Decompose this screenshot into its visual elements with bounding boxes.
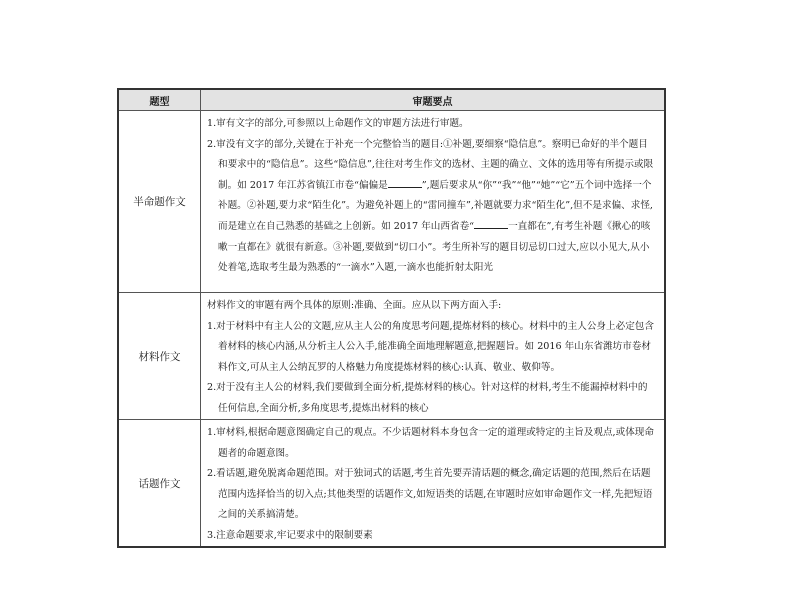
point-paragraph: 2.审没有文字的部分,关键在于补充一个完整恰当的题目:①补题,要细察“隐信息”。察明已命好的半个题目和要求中的“隐信息”。这些“隐信息”,往往对考生作文的选材、主题的确立、文体的选用等有所提示或限制。如 2017 年江苏省镇江市卷“偏偏是 ”,题后要求从“你”“我”“他”“她”“它”五个词中选择一个补题。②补题,要力求“陌生化”。为避免补题上的“雷同撞车”,补题就要力求“陌生化”,但不是求偏、求怪,而是建立在自己熟悉的基础之上创新。如 2017 年山西省卷“ 一直都在”,有考生补题《揪心的咳嗽一直都在》就很有新意。③补题,要做到“切口小”。考生所补写的题目切忌切口过大,应以小见大,从小处着笔,选取考生最为熟悉的“一滴水”入题,一滴水也能折射太阳光: [207, 138, 654, 274]
point-paragraph: 3.注意命题要求,牢记要求中的限制要素: [207, 529, 373, 541]
row-points-semi-proposition: [201, 111, 664, 293]
row-type-semi-proposition: 半命题作文: [119, 111, 201, 293]
point-paragraph: 材料作文的审题有两个具体的原则:准确、全面。应从以下两方面入手:: [207, 300, 502, 311]
fill-blank: [474, 219, 508, 229]
fill-blank: [388, 178, 422, 188]
point-paragraph: 2.对于没有主人公的材料,我们要做到全面分析,提炼材料的核心。针对这样的材料,考生不能漏掉材料中的任何信息,全面分析,多角度思考,提炼出材料的核心: [207, 382, 648, 414]
essay-review-table: [117, 88, 666, 548]
point-paragraph: 1.审材料,根据命题意图确定自己的观点。不少话题材料本身包含一定的道理或特定的主旨及观点,或体现命题者的命题意图。: [207, 427, 654, 459]
row-type-material: 材料作文: [119, 293, 201, 420]
row-points-topic: [201, 420, 664, 546]
row-points-material: [201, 293, 664, 420]
row-type-topic: 话题作文: [119, 420, 201, 546]
header-type: 题型: [119, 90, 201, 111]
point-paragraph: 1.对于材料中有主人公的文题,应从主人公的角度思考问题,提炼材料的核心。材料中的主人公身上必定包含着材料的核心内涵,从分析主人公入手,能准确全面地理解题意,把握题旨。如 2016 年山东省潍坊市卷材料作文,可从主人公纳瓦罗的人格魅力角度提炼材料的核心:认真、敬业、敬仰等。: [207, 320, 654, 373]
point-paragraph: 2.看话题,避免脱离命题范围。对于独词式的话题,考生首先要弄清话题的概念,确定话题的范围,然后在话题范围内选择恰当的切入点;其他类型的话题作文,如短语类的话题,在审题时应如审命题作文一样,先把短语之间的关系搞清楚。: [207, 468, 653, 521]
header-review-points: 审题要点: [201, 90, 664, 111]
point-paragraph: 1.审有文字的部分,可参照以上命题作文的审题方法进行审题。: [207, 118, 469, 129]
